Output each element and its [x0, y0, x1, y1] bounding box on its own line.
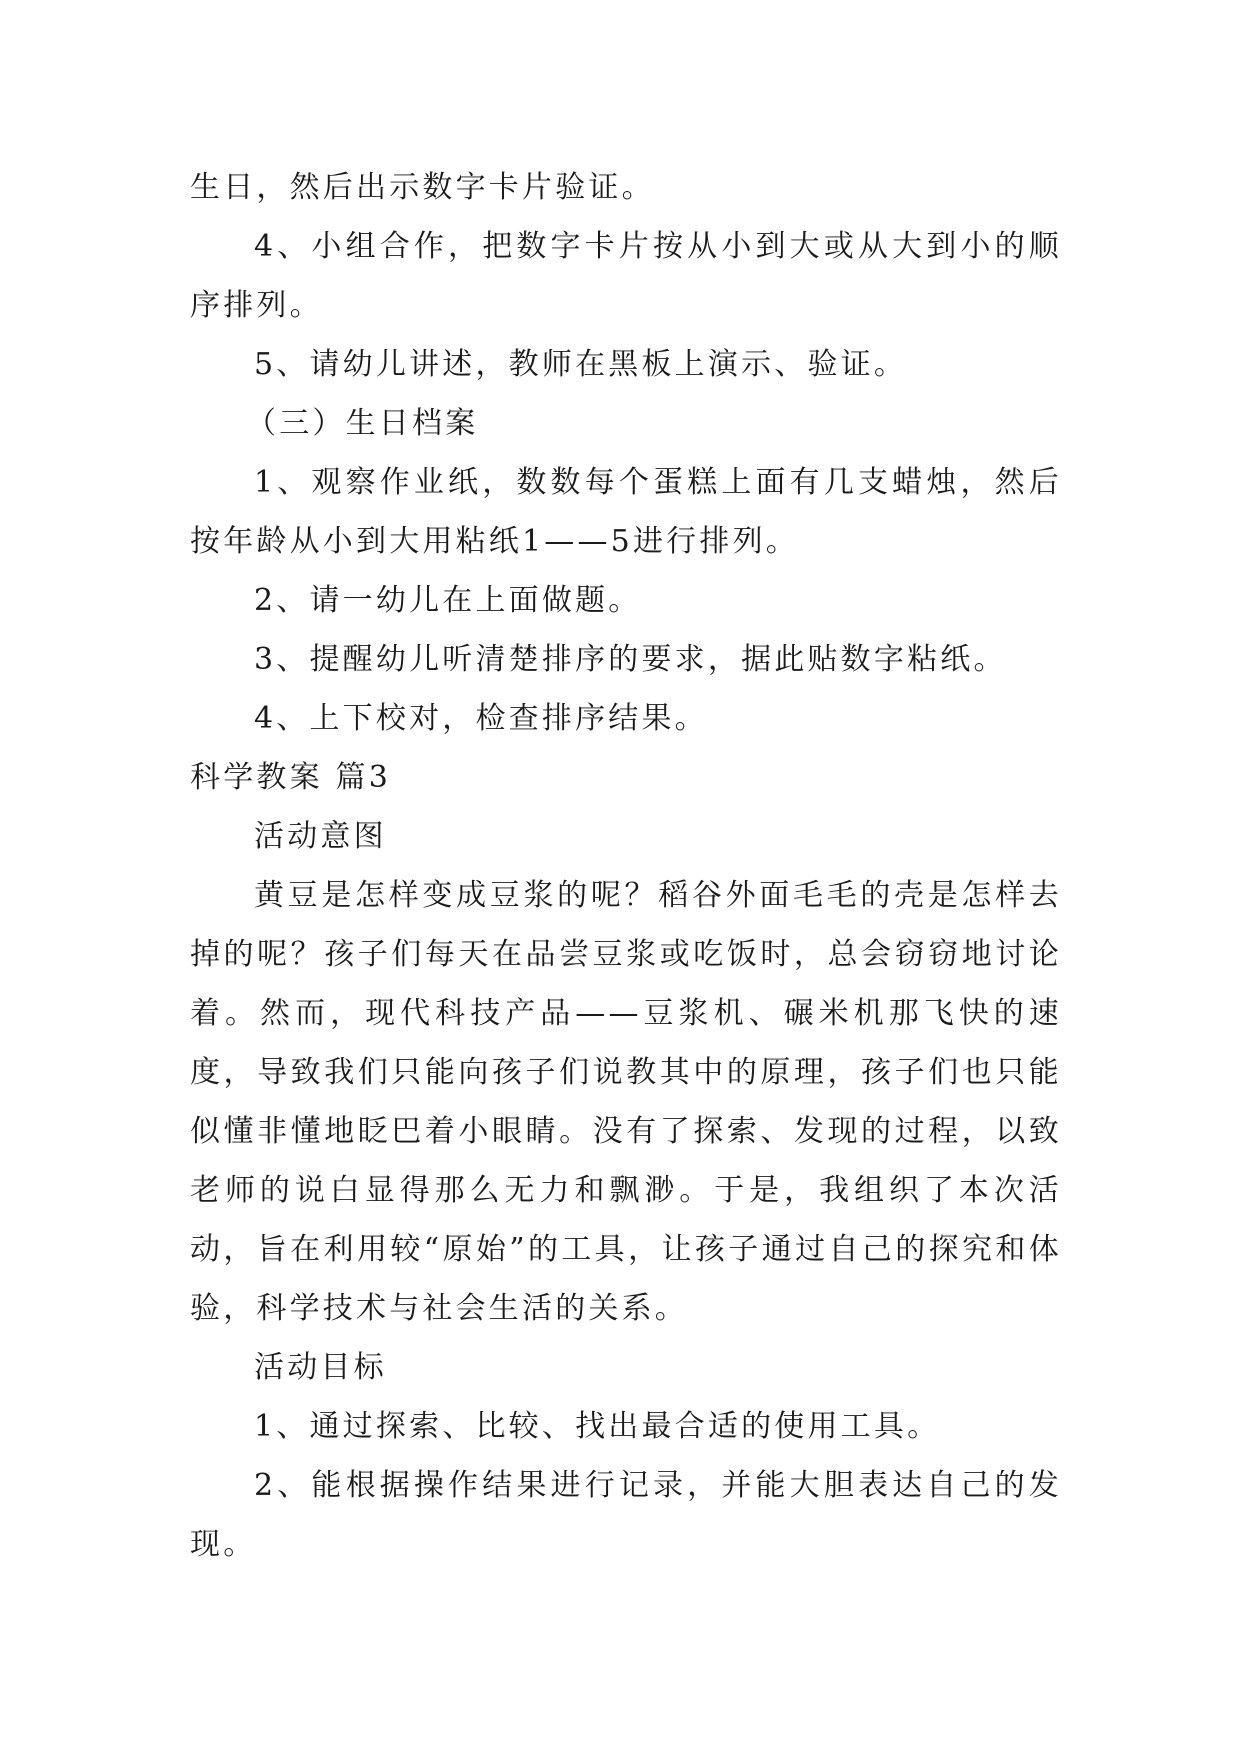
article-title: 科学教案 篇3 [190, 760, 392, 795]
paragraph: 1、通过探索、比较、找出最合适的使用工具。 [254, 1409, 941, 1444]
paragraph: 4、上下校对，检查排序结果。 [254, 701, 708, 736]
paragraph: 4、小组合作，把数字卡片按从小到大或从大到小的顺序排列。 [190, 229, 1062, 323]
paragraph: 2、能根据操作结果进行记录，并能大胆表达自己的发现。 [190, 1468, 1062, 1562]
paragraph: 黄豆是怎样变成豆浆的呢？稻谷外面毛毛的壳是怎样去掉的呢？孩子们每天在品尝豆浆或吃饭时，总会窃窃地讨论着。然而，现代科技产品——豆浆机、碾米机那飞快的速度，导致我们只能向孩子们说教其中的原理，孩子们也只能似懂非懂地眨巴着小眼睛。没有了探索、发现的过程，以致老师的说白显得那么无力和飘渺。于是，我组织了本次活动，旨在利用较“原始”的工具，让孩子通过自己的探究和体验，科学技术与社会生活的关系。 [190, 878, 1062, 1326]
paragraph: 3、提醒幼儿听清楚排序的要求，据此贴数字粘纸。 [254, 642, 1007, 677]
document-body [190, 158, 1062, 1574]
paragraph: 1、观察作业纸，数数每个蛋糕上面有几支蜡烛，然后按年龄从小到大用粘纸1——5进行排列。 [190, 465, 1062, 559]
paragraph: 生日，然后出示数字卡片验证。 [190, 170, 655, 205]
section-heading: 活动目标 [254, 1350, 387, 1385]
section-heading: 活动意图 [254, 819, 387, 854]
paragraph: 5、请幼儿讲述，教师在黑板上演示、验证。 [254, 347, 908, 382]
section-heading: （三）生日档案 [246, 406, 479, 441]
paragraph: 2、请一幼儿在上面做题。 [254, 583, 642, 618]
